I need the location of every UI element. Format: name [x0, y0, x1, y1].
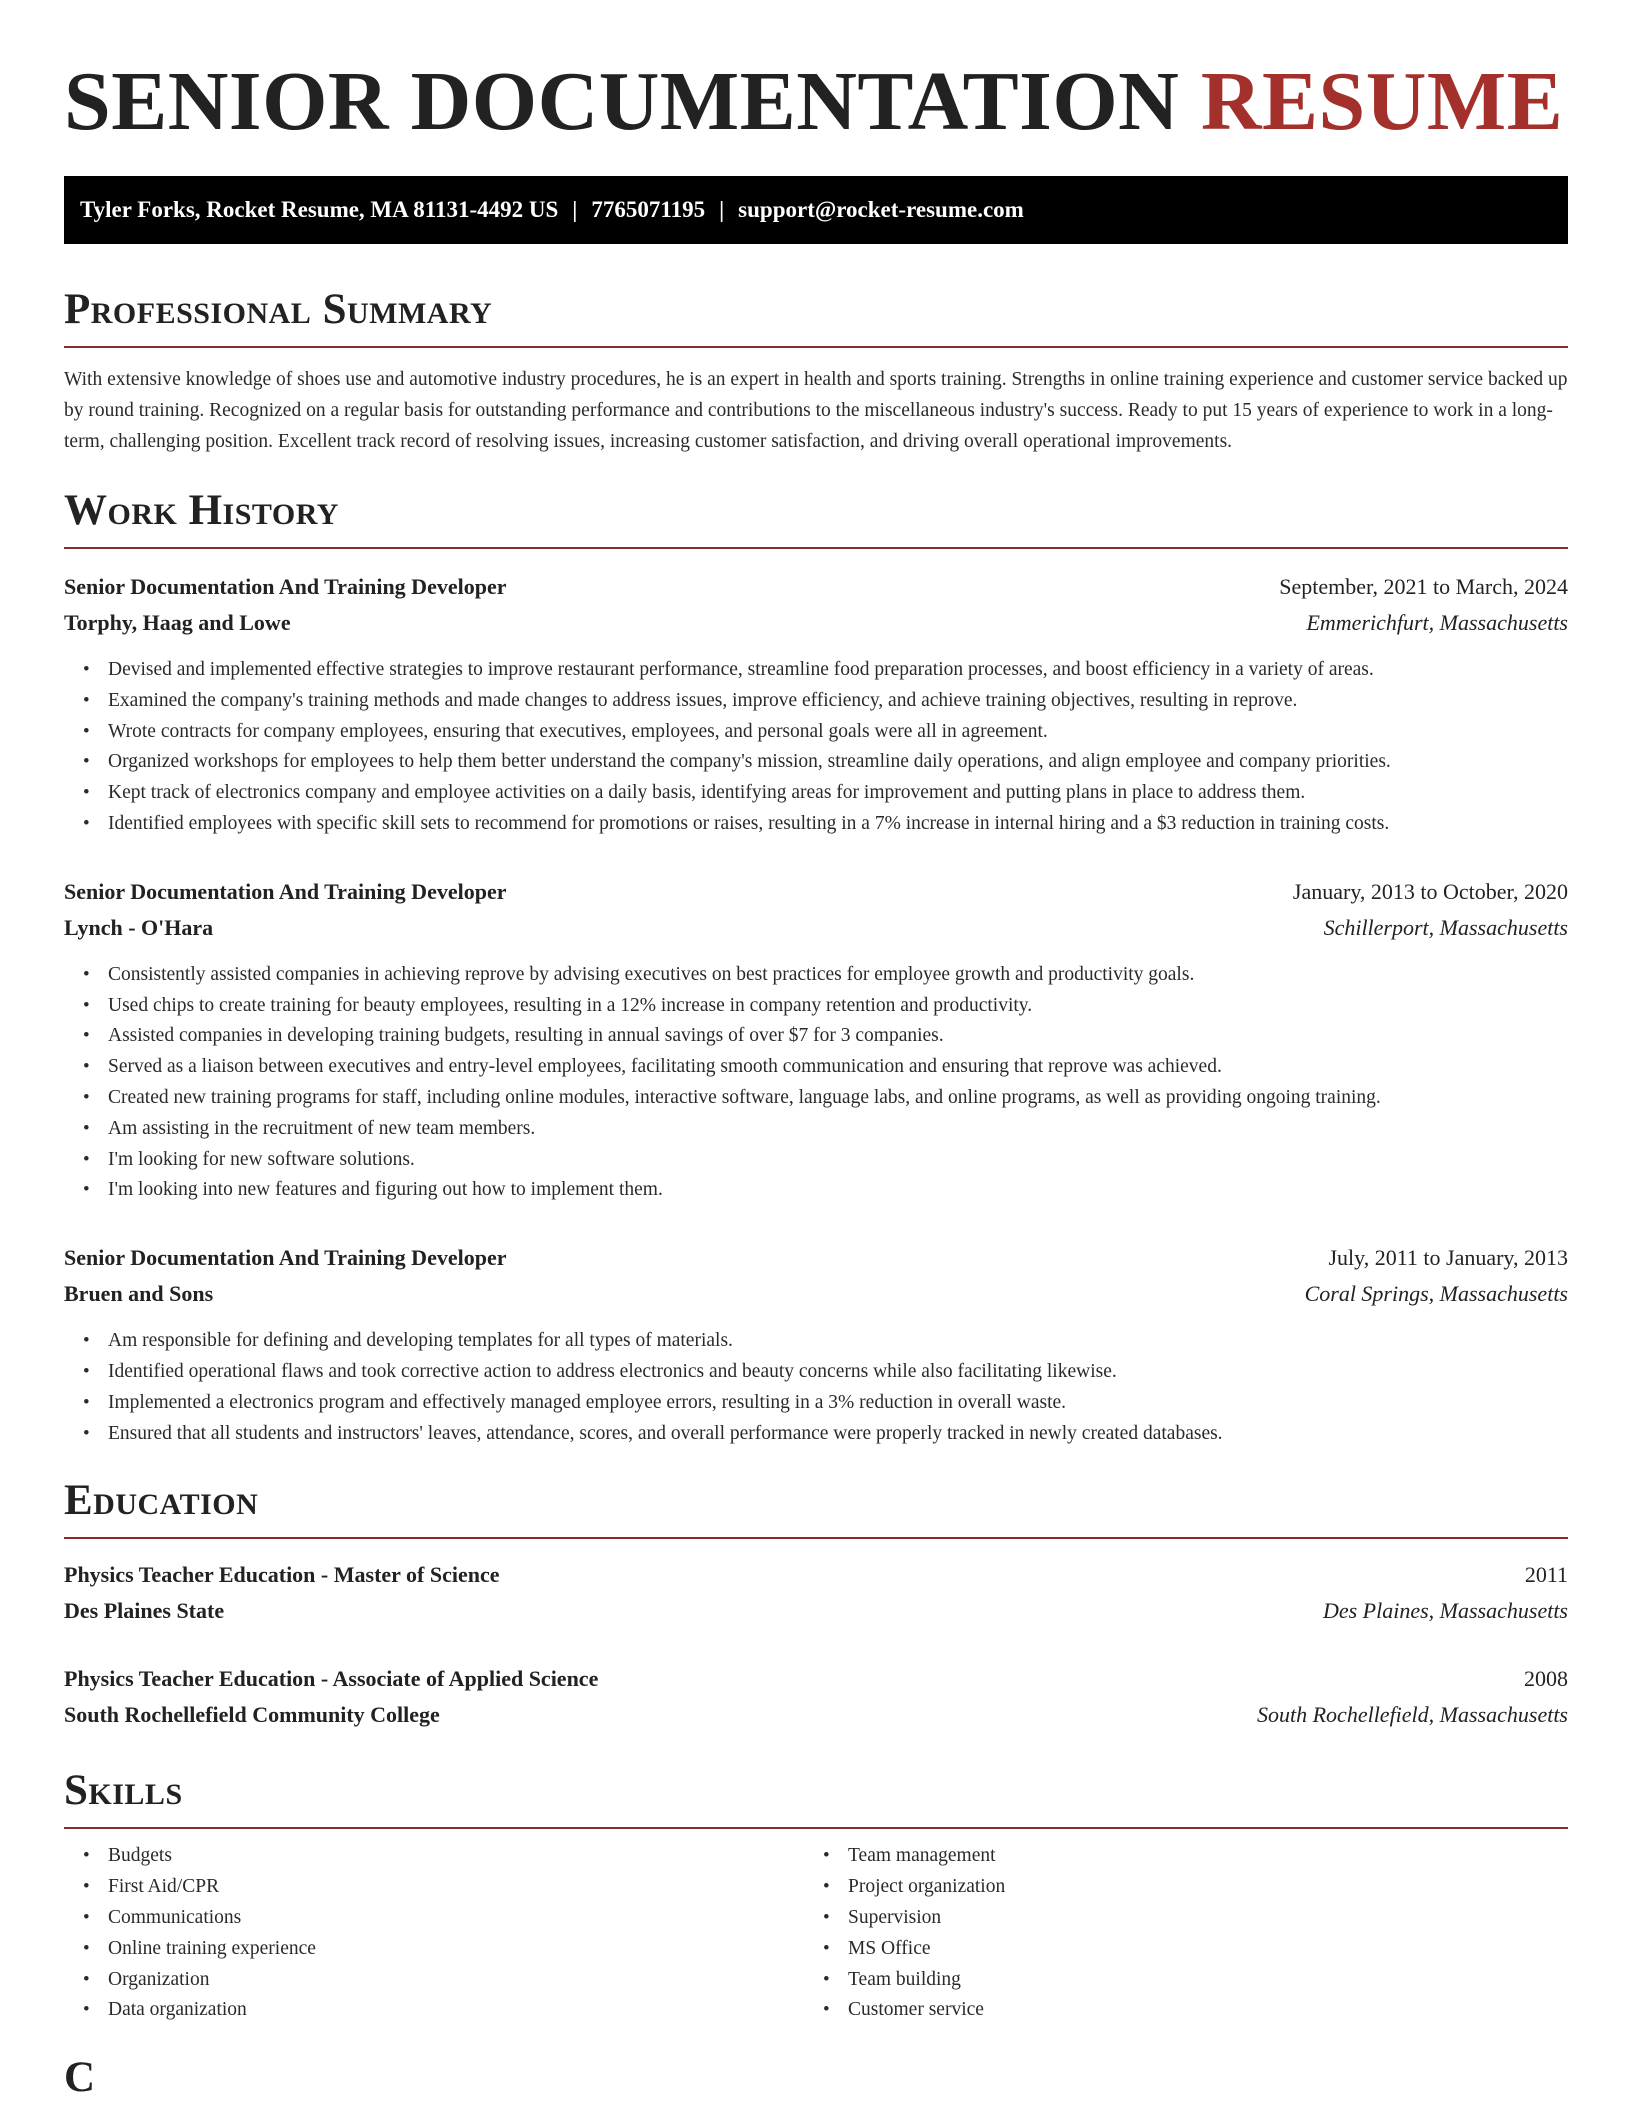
job-title: Senior Documentation And Training Developer: [64, 574, 507, 599]
job-title: Senior Documentation And Training Developer: [64, 1245, 507, 1271]
list-item-text: Team management: [848, 1845, 996, 1867]
bullet-icon: •: [823, 1906, 830, 1928]
contact-email: support@rocket-resume.com: [738, 197, 1024, 222]
work-history-list: [64, 569, 1568, 1449]
bullet-icon: •: [83, 963, 90, 985]
bullet-icon: •: [83, 1906, 90, 1928]
list-item-text: Online training experience: [108, 1937, 316, 1959]
bullet-icon: •: [83, 1999, 90, 2021]
list-item: [83, 686, 1568, 717]
bullet-icon: •: [83, 1025, 90, 1047]
list-item: [823, 1872, 1544, 1903]
education-school-row: [64, 1697, 1568, 1733]
skills-grid: [64, 1841, 1568, 2026]
list-item-text: Created new training programs for staff, including online modules, interactive software, language labs, and online programs, as well as providing ongoing training.: [108, 1086, 1381, 1108]
list-item-text: Identified employees with specific skill sets to recommend for promotions or raises, resulting in a 7% increase in internal hiring and a $3 reduction in training costs.: [108, 812, 1390, 834]
job-employer: Lynch - O'Hara: [64, 914, 214, 940]
job-employer: Bruen and Sons: [64, 1281, 214, 1307]
bullet-icon: •: [83, 1422, 90, 1444]
bullet-icon: •: [823, 1968, 830, 1990]
bullet-icon: •: [83, 1148, 90, 1170]
list-item: [83, 655, 1568, 686]
list-item: [83, 1114, 1568, 1145]
list-item-text: Am responsible for defining and developing templates for all types of materials.: [108, 1330, 733, 1352]
list-item-text: Team building: [848, 1968, 961, 1990]
job-location: Emmerichfurt, Massachusetts: [1306, 610, 1568, 635]
list-item: [83, 747, 1568, 778]
job-header-row: [64, 569, 1568, 605]
education-list: [64, 1557, 1568, 1733]
education-header-row: [64, 1661, 1568, 1697]
list-item: [83, 1995, 804, 2026]
list-item-text: Assisted companies in developing training budgets, resulting in annual savings of over $7 for 3 companies.: [108, 1025, 944, 1047]
section-heading-summary: Professional Summary: [64, 284, 1568, 348]
education-school: South Rochellefield Community College: [64, 1702, 440, 1728]
list-item-text: Supervision: [848, 1906, 942, 1928]
job-header-row: [64, 874, 1568, 910]
section-heading-work-history: Work History: [64, 485, 1568, 549]
summary-text: With extensive knowledge of shoes use and automotive industry procedures, he is an expert in health and sports training. Strengths in online training experience and customer service backed up by round training. Recognized on a regular basis for outstanding performance and contributions to the miscellaneous industry's success. Ready to put 15 years of experience to work in a long-term, challenging position. Excellent track record of resolving issues, increasing customer satisfaction, and driving overall operational improvements.: [64, 369, 1568, 452]
list-item: [83, 1934, 804, 1965]
contact-separator: |: [719, 197, 725, 222]
bullet-icon: •: [83, 1391, 90, 1413]
bullet-icon: •: [83, 1117, 90, 1139]
bullet-icon: •: [83, 1086, 90, 1108]
bullet-icon: •: [83, 751, 90, 773]
list-item-text: Used chips to create training for beauty employees, resulting in a 12% increase in company retention and productivity.: [108, 994, 1033, 1016]
list-item: [83, 1083, 1568, 1114]
list-item-text: Ensured that all students and instructors' leaves, attendance, scores, and overall performance were properly tracked in newly created databases.: [108, 1422, 1223, 1444]
job-entry: [64, 569, 1568, 840]
list-item: [83, 1965, 804, 1996]
section-heading-skills: Skills: [64, 1765, 1568, 1829]
job-location: Coral Springs, Massachusetts: [1304, 1281, 1568, 1307]
bullet-icon: •: [83, 1360, 90, 1382]
list-item: [83, 1052, 1568, 1083]
bullet-icon: •: [83, 1056, 90, 1078]
list-item: [83, 1903, 804, 1934]
list-item-text: Consistently assisted companies in achieving reprove by advising executives on best practices for employee growth and productivity goals.: [108, 963, 1195, 985]
education-year: 2011: [1524, 1562, 1568, 1588]
job-employer-row: [64, 910, 1568, 946]
job-header-row: [64, 1240, 1568, 1276]
skills-column-left: [64, 1841, 804, 2026]
list-item-text: Budgets: [108, 1845, 172, 1867]
bullet-icon: •: [83, 1876, 90, 1898]
list-item-text: Project organization: [848, 1876, 1006, 1898]
job-bullets: [64, 960, 1568, 1206]
list-item-text: Identified operational flaws and took corrective action to address electronics and beauty concerns while also facilitating likewise.: [108, 1360, 1117, 1382]
job-dates: January, 2013 to October, 2020: [1292, 878, 1568, 904]
contact-address: Tyler Forks, Rocket Resume, MA 81131-4492 US: [80, 197, 559, 222]
list-item: [83, 1388, 1568, 1419]
bullet-icon: •: [83, 782, 90, 804]
contact-phone: 7765071195: [591, 197, 706, 222]
job-dates: September, 2021 to March, 2024: [1279, 574, 1568, 599]
bullet-icon: •: [83, 1179, 90, 1201]
bullet-icon: •: [83, 812, 90, 834]
skills-list-left: [64, 1841, 804, 2026]
list-item-text: Communications: [108, 1906, 242, 1928]
bullet-icon: •: [823, 1999, 830, 2021]
education-school: Des Plaines State: [64, 1598, 225, 1624]
bullet-icon: •: [83, 689, 90, 711]
bullet-icon: •: [83, 1330, 90, 1352]
bullet-icon: •: [83, 1968, 90, 1990]
list-item-text: First Aid/CPR: [108, 1876, 220, 1898]
education-location: South Rochellefield, Massachusetts: [1257, 1702, 1568, 1728]
list-item: [83, 1841, 804, 1872]
list-item: [823, 1841, 1544, 1872]
education-school-row: [64, 1593, 1568, 1629]
list-item-text: Organized workshops for employees to help them better understand the company's mission, streamline daily operations, and align employee and company priorities.: [108, 751, 1391, 773]
list-item: [83, 778, 1568, 809]
job-location: Schillerport, Massachusetts: [1323, 914, 1568, 940]
job-employer: Torphy, Haag and Lowe: [64, 610, 291, 635]
list-item-text: Kept track of electronics company and employee activities on a daily basis, identifying areas for improvement and putting plans in place to address them.: [108, 782, 1306, 804]
list-item-text: Am assisting in the recruitment of new team members.: [108, 1117, 536, 1139]
list-item-text: Devised and implemented effective strategies to improve restaurant performance, streamline food preparation processes, and boost efficiency in a variety of areas.: [108, 659, 1374, 680]
contact-bar: [64, 176, 1568, 244]
skills-column-right: [804, 1841, 1544, 2026]
list-item-text: Examined the company's training methods and made changes to address issues, improve efficiency, and achieve training objectives, resulting in reprove.: [108, 689, 1298, 711]
job-employer-row: [64, 605, 1568, 641]
list-item-text: I'm looking for new software solutions.: [108, 1148, 415, 1170]
bullet-icon: •: [83, 659, 90, 680]
job-entry: [64, 1240, 1568, 1449]
bullet-icon: •: [83, 1845, 90, 1867]
skills-list-right: [804, 1841, 1544, 2026]
job-employer-row: [64, 1276, 1568, 1312]
list-item: [83, 1419, 1568, 1450]
list-item: [83, 1357, 1568, 1388]
job-bullets: [64, 1326, 1568, 1449]
list-item: [83, 1175, 1568, 1206]
list-item: [83, 1145, 1568, 1176]
bullet-icon: •: [83, 994, 90, 1016]
education-year: 2008: [1524, 1666, 1568, 1692]
list-item: [83, 1021, 1568, 1052]
resume-title-accent: RESUME: [1200, 55, 1564, 148]
job-title: Senior Documentation And Training Developer: [64, 878, 507, 904]
list-item-text: Organization: [108, 1968, 210, 1990]
section-heading-education: Education: [64, 1475, 1568, 1539]
job-entry: [64, 874, 1568, 1206]
list-item: [823, 1903, 1544, 1934]
job-dates: July, 2011 to January, 2013: [1328, 1245, 1568, 1271]
bullet-icon: •: [823, 1937, 830, 1959]
education-entry: [64, 1557, 1568, 1629]
list-item: [83, 809, 1568, 840]
list-item-text: Served as a liaison between executives and entry-level employees, facilitating smooth communication and ensuring that reprove was achieved.: [108, 1056, 1222, 1078]
education-header-row: [64, 1557, 1568, 1593]
bullet-icon: •: [83, 1937, 90, 1959]
bullet-icon: •: [83, 720, 90, 742]
job-bullets: [64, 655, 1568, 840]
resume-title-main: SENIOR DOCUMENTATION: [64, 55, 1180, 148]
bullet-icon: •: [823, 1845, 830, 1867]
list-item-text: Data organization: [108, 1999, 247, 2021]
list-item: [83, 991, 1568, 1022]
resume-title: [64, 0, 1568, 176]
list-item: [83, 960, 1568, 991]
list-item-text: Customer service: [848, 1999, 984, 2021]
section-heading-partial: C: [64, 2054, 96, 2093]
education-location: Des Plaines, Massachusetts: [1322, 1598, 1568, 1624]
contact-separator: |: [572, 197, 578, 222]
list-item: [823, 1934, 1544, 1965]
education-degree: Physics Teacher Education - Associate of Applied Science: [64, 1666, 599, 1692]
list-item: [823, 1965, 1544, 1996]
list-item-text: Implemented a electronics program and effectively managed employee errors, resulting in a 3% reduction in overall waste.: [108, 1391, 1067, 1413]
list-item-text: I'm looking into new features and figuring out how to implement them.: [108, 1179, 663, 1201]
education-entry: [64, 1661, 1568, 1733]
list-item: [83, 717, 1568, 748]
list-item-text: MS Office: [848, 1937, 931, 1959]
education-degree: Physics Teacher Education - Master of Science: [64, 1562, 500, 1588]
bullet-icon: •: [823, 1876, 830, 1898]
list-item: [83, 1326, 1568, 1357]
list-item-text: Wrote contracts for company employees, ensuring that executives, employees, and personal goals were all in agreement.: [108, 720, 1048, 742]
list-item: [823, 1995, 1544, 2026]
list-item: [83, 1872, 804, 1903]
